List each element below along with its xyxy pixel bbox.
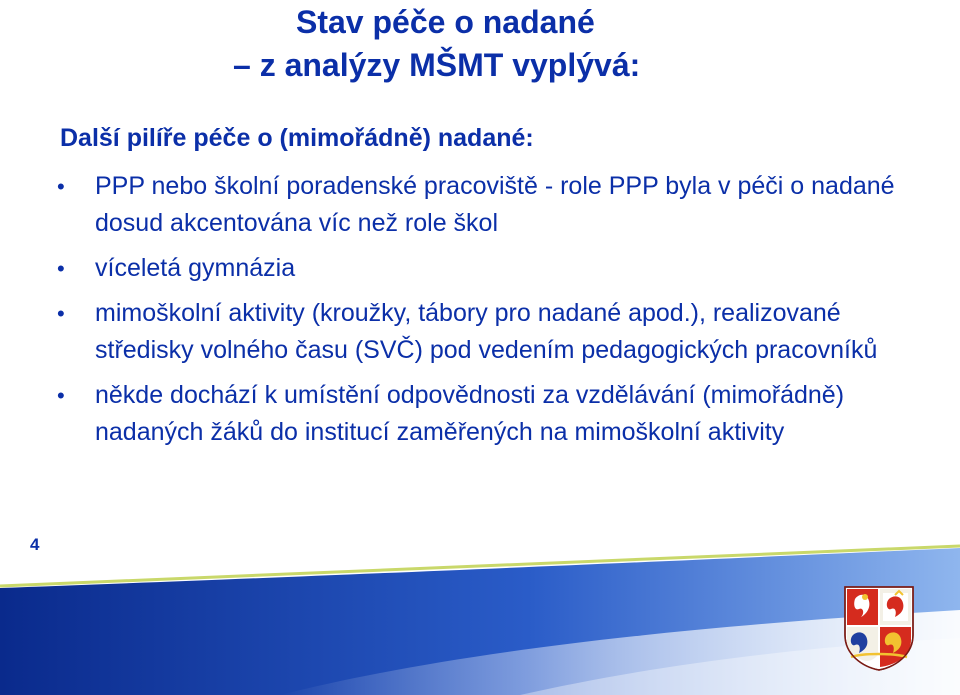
bullet-text: někde dochází k umístění odpovědnosti za vzdělávání (mimořádně) nadaných žáků do institucí zaměřených na mimoškolní aktivity <box>95 381 845 446</box>
bullet-item <box>57 377 937 451</box>
bullet-item <box>57 295 937 369</box>
bullet-list <box>57 168 937 459</box>
coat-of-arms-icon <box>843 585 915 671</box>
footer-decoration <box>0 540 960 695</box>
bullet-dot: • <box>57 174 65 199</box>
bullet-text: mimoškolní aktivity (kroužky, tábory pro nadané apod.), realizované středisky volného času (SVČ) pod vedením pedagogických pracovníků <box>95 299 878 364</box>
title-line-1: Stav péče o nadané <box>296 4 595 40</box>
bullet-item <box>57 250 937 287</box>
bullet-text: PPP nebo školní poradenské pracoviště - role PPP byla v péči o nadané dosud akcentována víc než role škol <box>95 172 895 237</box>
page-number: 4 <box>30 535 40 554</box>
bullet-item <box>57 168 937 242</box>
bullet-dot: • <box>57 383 65 408</box>
section-subtitle: Další pilíře péče o (mimořádně) nadané: <box>60 124 534 152</box>
bullet-dot: • <box>57 256 65 281</box>
bullet-text: víceletá gymnázia <box>95 254 296 282</box>
bullet-dot: • <box>57 301 65 326</box>
title-line-2: – z analýzy MŠMT vyplývá: <box>233 47 641 83</box>
